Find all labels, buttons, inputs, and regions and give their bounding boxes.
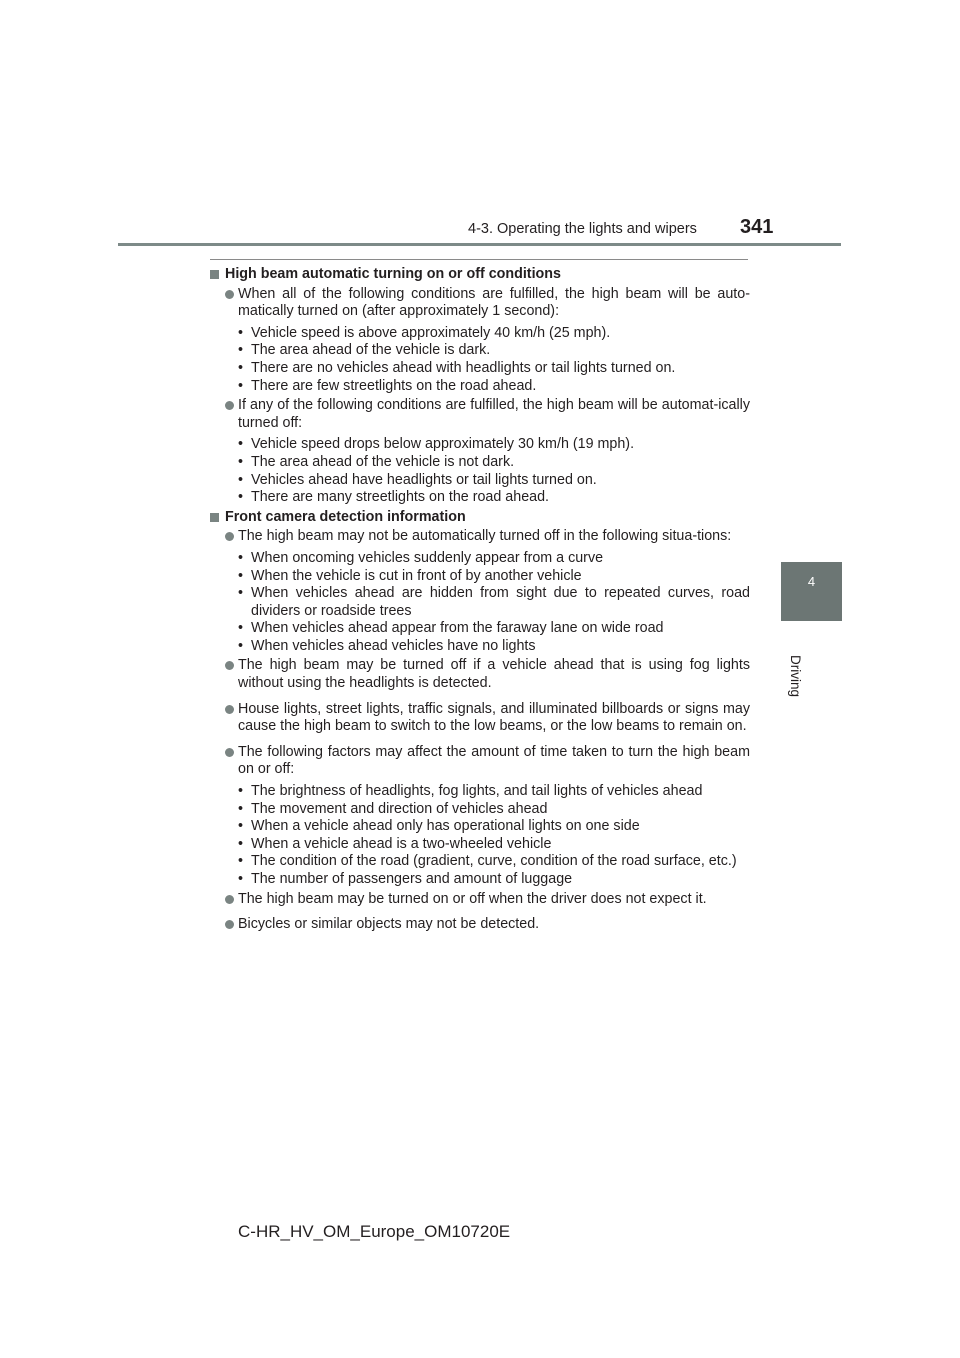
bullet-paragraph bbox=[210, 701, 750, 736]
chapter-tab bbox=[781, 562, 842, 621]
list-item: • When vehicles ahead appear from the faraway lane on wide road bbox=[238, 620, 750, 638]
chapter-number: 4 bbox=[807, 574, 816, 589]
list-item: • Vehicle speed drops below approximately 30 km/h (19 mph). bbox=[238, 436, 750, 454]
bullet-paragraph bbox=[210, 916, 750, 934]
bullet-text: The high beam may not be automatically turned off in the following situa-tions: bbox=[238, 528, 732, 545]
bullet-text: When all of the following conditions are fulfilled, the high beam will be auto-matically turned on (after approximately 1 second): bbox=[238, 285, 750, 320]
list-item: • The area ahead of the vehicle is dark. bbox=[238, 342, 750, 360]
circle-bullet-icon bbox=[225, 705, 234, 714]
list-item: • There are no vehicles ahead with headlights or tail lights turned on. bbox=[238, 360, 750, 378]
list-item: • Vehicle speed is above approximately 40 km/h (25 mph). bbox=[238, 325, 750, 343]
section-heading-text: Front camera detection information bbox=[225, 508, 466, 525]
sub-list bbox=[210, 550, 750, 656]
bullet-text: The high beam may be turned off if a vehicle ahead that is using fog lights without using the headlights is detected. bbox=[238, 657, 750, 692]
chapter-label: Driving bbox=[788, 655, 803, 698]
circle-bullet-icon bbox=[225, 661, 234, 670]
list-item: • The movement and direction of vehicles ahead bbox=[238, 801, 750, 819]
circle-bullet-icon bbox=[225, 401, 234, 410]
circle-bullet-icon bbox=[225, 748, 234, 757]
list-item: • When oncoming vehicles suddenly appear from a curve bbox=[238, 550, 750, 568]
section-heading bbox=[210, 266, 750, 284]
sub-list bbox=[210, 436, 750, 506]
sub-list bbox=[210, 325, 750, 395]
bullet-text: The high beam may be turned on or off when the driver does not expect it. bbox=[238, 890, 707, 907]
list-item: • When vehicles ahead are hidden from sight due to repeated curves, road dividers or roadside trees bbox=[238, 585, 750, 620]
bullet-paragraph bbox=[210, 397, 750, 432]
circle-bullet-icon bbox=[225, 895, 234, 904]
section-heading-text: High beam automatic turning on or off conditions bbox=[225, 266, 561, 282]
list-item: • When the vehicle is cut in front of by another vehicle bbox=[238, 568, 750, 586]
bullet-text: Bicycles or similar objects may not be detected. bbox=[238, 916, 540, 933]
list-item: • The brightness of headlights, fog lights, and tail lights of vehicles ahead bbox=[238, 783, 750, 801]
list-item: • When a vehicle ahead is a two-wheeled vehicle bbox=[238, 836, 750, 854]
list-item: • The area ahead of the vehicle is not dark. bbox=[238, 454, 750, 472]
list-item: • When a vehicle ahead only has operational lights on one side bbox=[238, 818, 750, 836]
bullet-text: House lights, street lights, traffic signals, and illuminated billboards or signs may cause the high beam to switch to the low beams, or the low beams to remain on. bbox=[238, 700, 750, 735]
circle-bullet-icon bbox=[225, 532, 234, 541]
circle-bullet-icon bbox=[225, 920, 234, 929]
list-item: • There are many streetlights on the road ahead. bbox=[238, 489, 750, 507]
bullet-paragraph bbox=[210, 744, 750, 779]
list-item: • Vehicles ahead have headlights or tail lights turned on. bbox=[238, 472, 750, 490]
bullet-paragraph bbox=[210, 891, 750, 909]
header-rule bbox=[118, 243, 841, 246]
bullet-paragraph bbox=[210, 528, 750, 546]
square-bullet-icon bbox=[210, 513, 219, 522]
circle-bullet-icon bbox=[225, 290, 234, 299]
list-item: • The number of passengers and amount of luggage bbox=[238, 871, 750, 889]
header-title: 4-3. Operating the lights and wipers bbox=[468, 221, 697, 237]
list-item: • When vehicles ahead vehicles have no lights bbox=[238, 638, 750, 656]
content-body bbox=[210, 266, 750, 936]
list-item: • There are few streetlights on the road ahead. bbox=[238, 378, 750, 396]
square-bullet-icon bbox=[210, 270, 219, 279]
section-rule bbox=[210, 259, 748, 260]
bullet-paragraph bbox=[210, 286, 750, 321]
bullet-paragraph bbox=[210, 657, 750, 692]
bullet-text: If any of the following conditions are fulfilled, the high beam will be automat-ically turned off: bbox=[238, 397, 750, 431]
bullet-text: The following factors may affect the amount of time taken to turn the high beam on or off: bbox=[238, 743, 750, 778]
section-heading bbox=[210, 509, 750, 527]
sub-list bbox=[210, 783, 750, 889]
list-item: • The condition of the road (gradient, curve, condition of the road surface, etc.) bbox=[238, 853, 750, 871]
footer-doc-code: C-HR_HV_OM_Europe_OM10720E bbox=[238, 1222, 511, 1241]
page-number: 341 bbox=[740, 216, 774, 238]
